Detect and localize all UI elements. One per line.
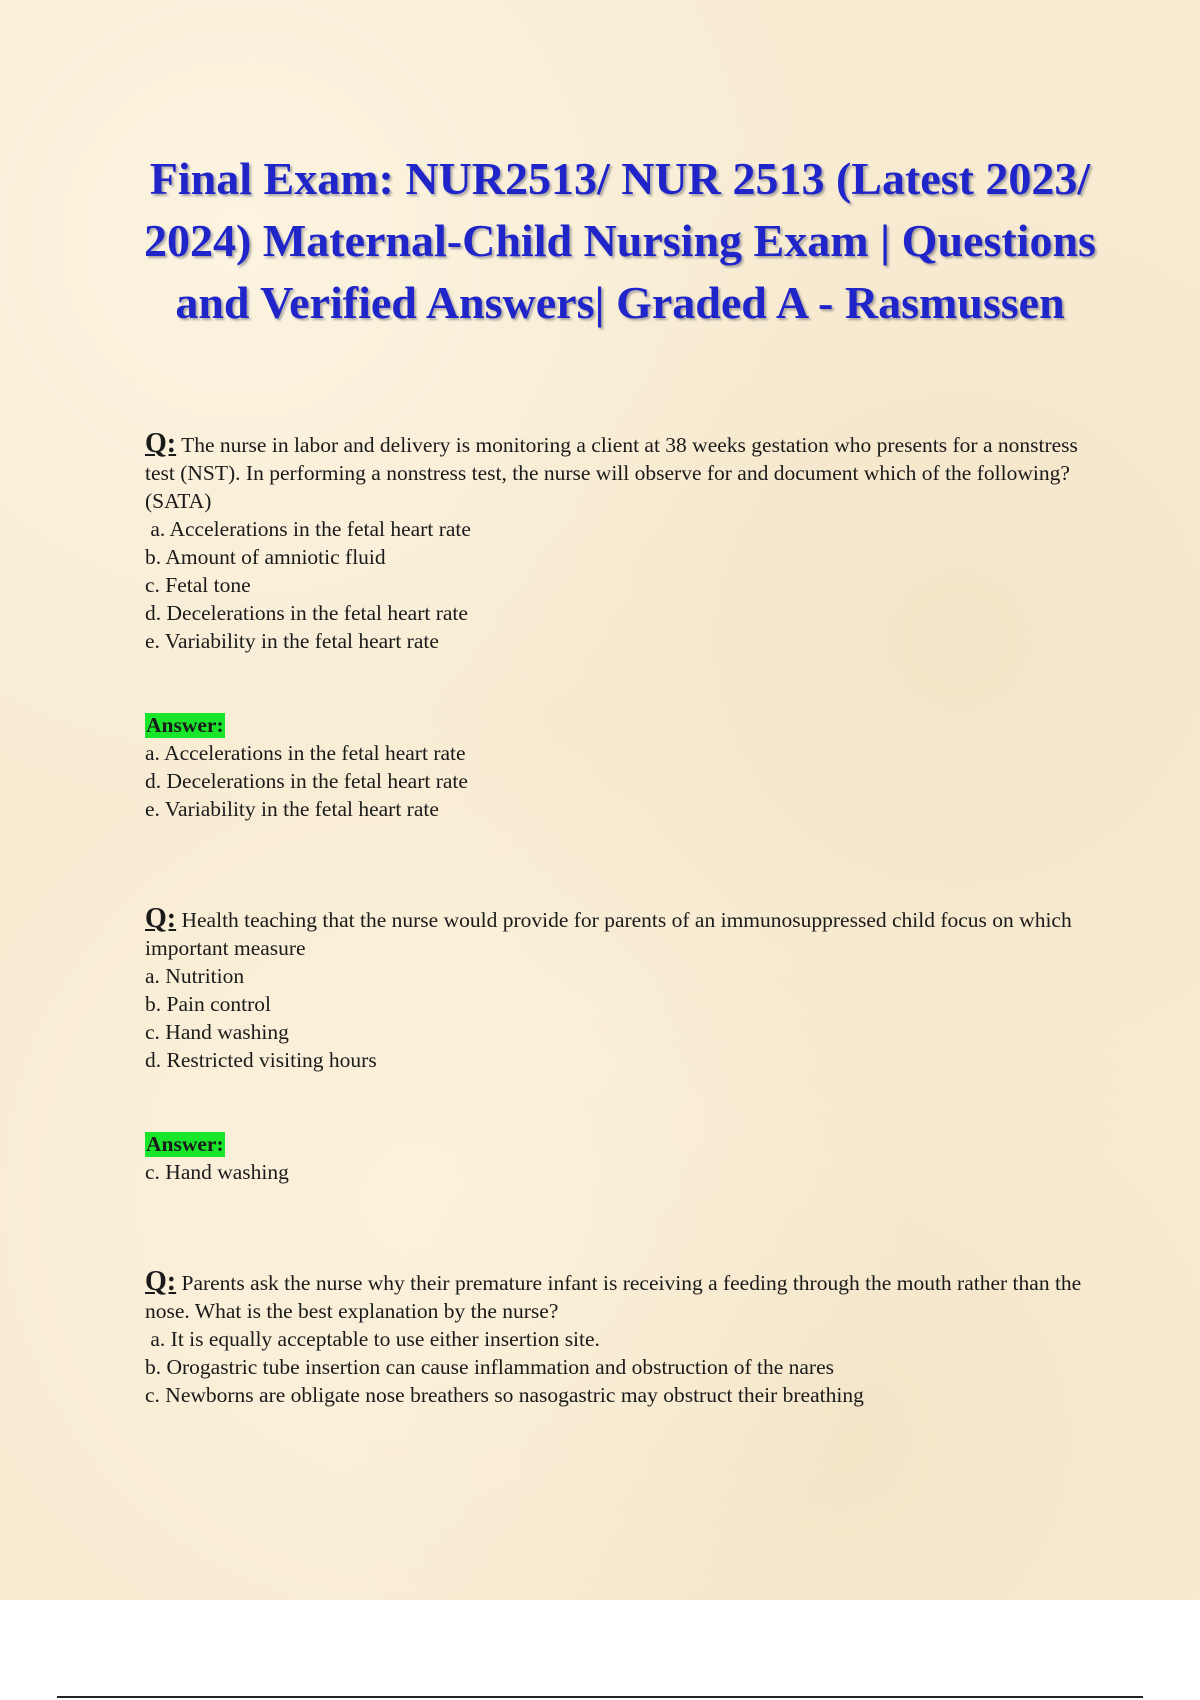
option: c. Hand washing	[145, 1020, 289, 1044]
question-label: Q:	[145, 1266, 177, 1297]
option: d. Restricted visiting hours	[145, 1048, 377, 1072]
option: a. Nutrition	[145, 964, 245, 988]
option: d. Decelerations in the fetal heart rate	[145, 601, 468, 625]
answer-item: c. Hand washing	[145, 1160, 289, 1184]
answer-item: a. Accelerations in the fetal heart rate	[145, 741, 466, 765]
question-3	[145, 1268, 1095, 1409]
question-1-stem	[145, 430, 1095, 515]
question-label: Q:	[145, 428, 177, 459]
option: a. It is equally acceptable to use either insertion site.	[145, 1327, 600, 1351]
option: e. Variability in the fetal heart rate	[145, 629, 439, 653]
option: c. Newborns are obligate nose breathers so nasogastric may obstruct their breathing	[145, 1383, 864, 1407]
question-3-stem	[145, 1268, 1095, 1325]
question-text: Health teaching that the nurse would provide for parents of an immunosuppressed child focus on which important measure	[145, 908, 1072, 960]
option: c. Fetal tone	[145, 573, 251, 597]
exam-content	[145, 430, 1095, 1409]
footer-divider	[57, 1696, 1143, 1698]
answer-item: d. Decelerations in the fetal heart rate	[145, 769, 468, 793]
answer-item: e. Variability in the fetal heart rate	[145, 797, 439, 821]
answer-1	[145, 711, 1095, 823]
answer-2	[145, 1130, 1095, 1186]
option: b. Amount of amniotic fluid	[145, 545, 386, 569]
answer-label: Answer:	[146, 713, 224, 737]
document-title: Final Exam: NUR2513/ NUR 2513 (Latest 2023/ 2024) Maternal-Child Nursing Exam | Questions and Verified Answers| Graded A - Rasmussen	[144, 153, 1096, 328]
question-2	[145, 905, 1095, 1074]
option: b. Orogastric tube insertion can cause inflammation and obstruction of the nares	[145, 1355, 834, 1379]
option: a. Accelerations in the fetal heart rate	[145, 517, 471, 541]
answer-label: Answer:	[146, 1132, 224, 1156]
question-2-stem	[145, 905, 1095, 962]
option: b. Pain control	[145, 992, 271, 1016]
question-1	[145, 430, 1095, 655]
question-text: The nurse in labor and delivery is monitoring a client at 38 weeks gestation who presents for a nonstress test (NST). In performing a nonstress test, the nurse will observe for and document which of the following? (SATA)	[145, 433, 1078, 513]
question-label: Q:	[145, 903, 177, 934]
question-text: Parents ask the nurse why their premature infant is receiving a feeding through the mouth rather than the nose. What is the best explanation by the nurse?	[145, 1271, 1082, 1323]
